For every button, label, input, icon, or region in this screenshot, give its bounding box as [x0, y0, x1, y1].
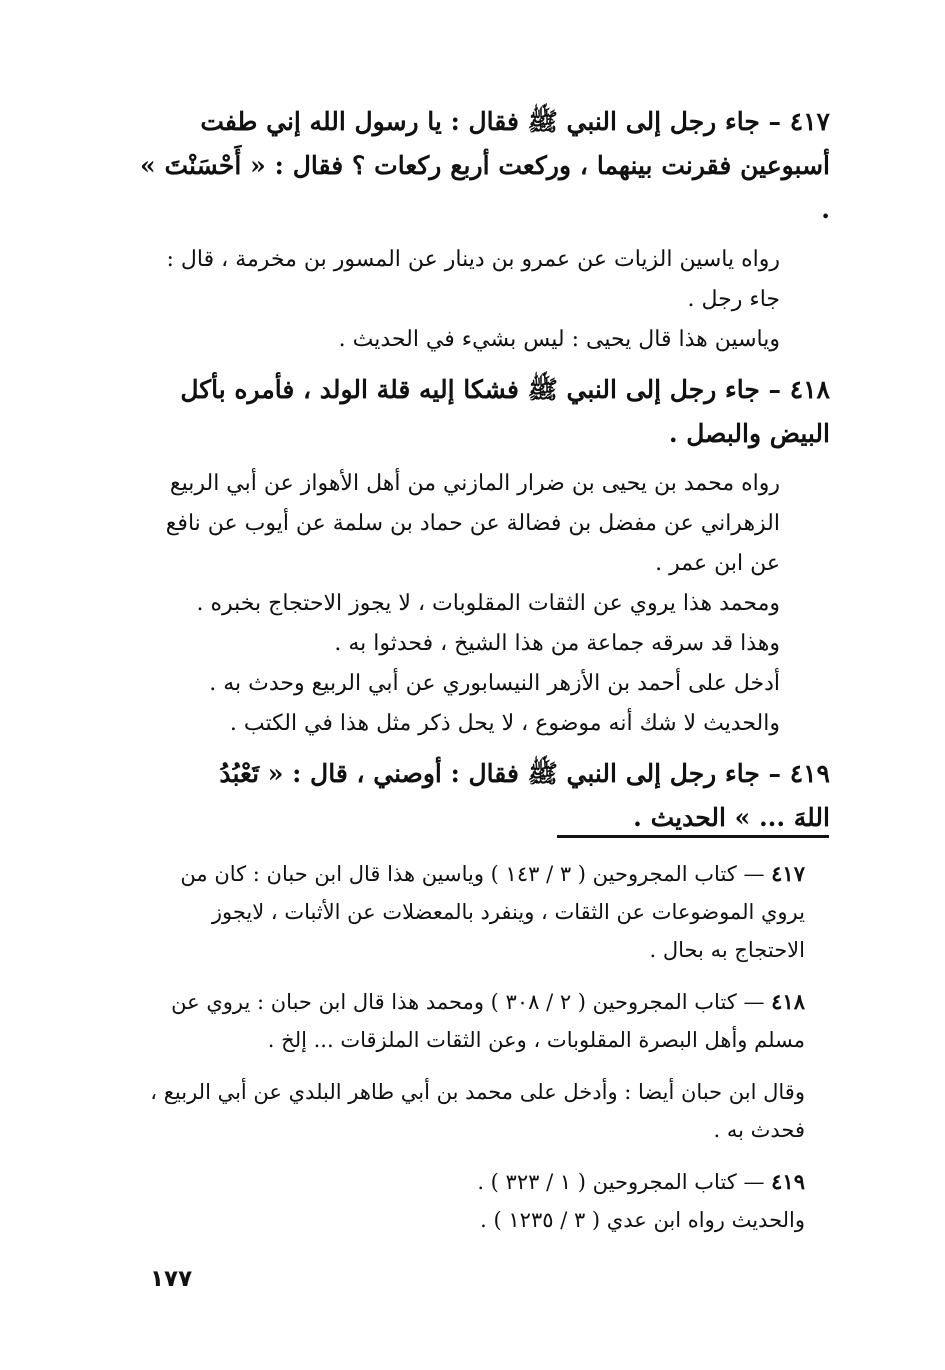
- page-number: ١٧٧: [150, 1266, 193, 1292]
- hadith-419: [140, 752, 830, 840]
- footnote-text: — كتاب المجروحين ( ٣ / ١٤٣ ) وياسين هذا قال ابن حبان : كان من يروي الموضوعات عن الثقات ، وينفرد بالمعضلات عن الأثبات ، لايجوز الاحتجاج به بحال .: [180, 862, 805, 962]
- footnote-divider: [557, 835, 829, 838]
- footnote-417: [145, 855, 830, 969]
- footnote-number: ٤١٩: [771, 1169, 805, 1194]
- commentary-line: وهذا قد سرقه جماعة من هذا الشيخ ، فحدثوا به .: [334, 631, 780, 656]
- commentary-418: [140, 464, 830, 744]
- footnote-418-continued: وقال ابن حبان أيضا : وأدخل على محمد بن أبي طاهر البلدي عن أبي الربيع ، فحدث به .: [150, 1080, 805, 1142]
- footnotes: [145, 855, 830, 1253]
- footnote-text: — كتاب المجروحين ( ١ / ٣٢٣ ) .: [477, 1170, 765, 1194]
- commentary-line: عن ابن عمر .: [655, 551, 780, 576]
- hadith-418: [140, 368, 830, 456]
- hadith-418-line-2: البيض والبصل .: [668, 419, 830, 448]
- footnote-text: — كتاب المجروحين ( ٢ / ٣٠٨ ) ومحمد هذا قال ابن حبان : يروي عن مسلم وأهل البصرة المقلوبات ، وعن الثقات الملزقات ... إلخ .: [171, 990, 805, 1052]
- footnote-419: [145, 1163, 830, 1201]
- footnote-418: [145, 983, 830, 1059]
- footnote-419-continued: والحديث رواه ابن عدي ( ٣ / ١٢٣٥ ) .: [480, 1208, 805, 1232]
- footnote-number: ٤١٧: [771, 861, 805, 886]
- hadith-417: [140, 100, 830, 232]
- hadith-419-line-2: اللهَ ... » الحديث .: [633, 803, 830, 832]
- commentary-line: أدخل على أحمد بن الأزهر النيسابوري عن أبي الربيع وحدث به .: [209, 671, 780, 696]
- hadith-417-line-1: ٤١٧ – جاء رجل إلى النبي ﷺ فقال : يا رسول الله إني طفت: [200, 107, 830, 136]
- commentary-line: جاء رجل .: [687, 287, 780, 312]
- commentary-line: رواه محمد بن يحيى بن ضرار المازني من أهل الأهواز عن أبي الربيع: [169, 471, 780, 496]
- commentary-417: [140, 240, 830, 360]
- footnote-number: ٤١٨: [771, 989, 805, 1014]
- commentary-line: رواه ياسين الزيات عن عمرو بن دينار عن المسور بن مخرمة ، قال :: [166, 247, 780, 272]
- main-text: [140, 100, 830, 848]
- commentary-line: والحديث لا شك أنه موضوع ، لا يحل ذكر مثل هذا في الكتب .: [229, 711, 780, 736]
- commentary-line: وياسين هذا قال يحيى : ليس بشيء في الحديث .: [338, 327, 780, 352]
- hadith-417-line-2: أسبوعين فقرنت بينهما ، وركعت أربع ركعات ؟ فقال : « أَحْسَنْتَ » .: [140, 151, 830, 224]
- hadith-418-line-1: ٤١٨ – جاء رجل إلى النبي ﷺ فشكا إليه قلة الولد ، فأمره بأكل: [180, 375, 830, 404]
- hadith-419-line-1: ٤١٩ – جاء رجل إلى النبي ﷺ فقال : أوصني ، قال : « تَعْبُدُ: [219, 759, 830, 788]
- commentary-line: ومحمد هذا يروي عن الثقات المقلوبات ، لا يجوز الاحتجاج بخبره .: [196, 591, 780, 616]
- commentary-line: الزهراني عن مفضل بن فضالة عن حماد بن سلمة عن أيوب عن نافع: [165, 511, 780, 536]
